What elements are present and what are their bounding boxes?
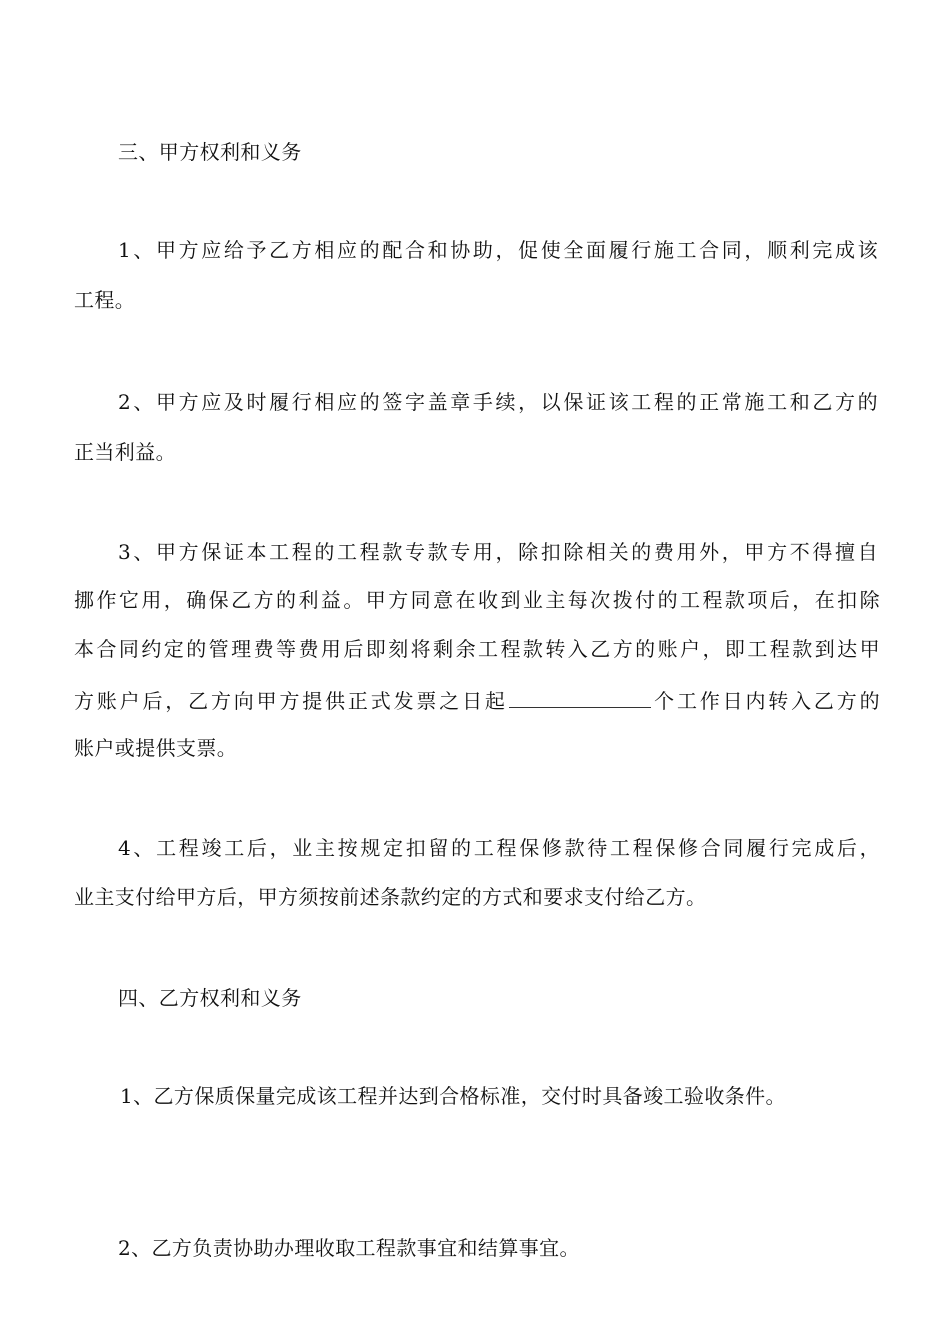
section-3-heading: 三、甲方权利和义务 [118,140,302,164]
section-3-clause-2-line-2: 正当利益。 [74,440,176,464]
section-4-clause-1: 1、乙方保质保量完成该工程并达到合格标准，交付时具备竣工验收条件。 [120,1084,786,1108]
section-4-heading: 四、乙方权利和义务 [118,986,302,1010]
section-3-clause-3-line-3: 本合同约定的管理费等费用后即刻将剩余工程款转入乙方的账户，即工程款到达甲 [74,637,880,661]
section-3-clause-3-line-5: 账户或提供支票。 [74,736,238,760]
section-4-clause-2: 2、乙方负责协助办理收取工程款事宜和结算事宜。 [118,1236,580,1260]
section-3-clause-3-line-4-after: 个工作日内转入乙方的 [651,689,880,713]
working-days-blank [509,689,651,708]
section-3-clause-3-line-4 [74,689,880,711]
section-3-clause-3-line-2: 挪作它用，确保乙方的利益。甲方同意在收到业主每次拨付的工程款项后，在扣除 [74,588,880,612]
section-3-clause-4-line-2: 业主支付给甲方后，甲方须按前述条款约定的方式和要求支付给乙方。 [74,885,707,909]
section-3-clause-3-line-1: 3、甲方保证本工程的工程款专款专用，除扣除相关的费用外，甲方不得擅自 [118,540,878,564]
section-3-clause-3-line-4-before: 方账户后，乙方向甲方提供正式发票之日起 [74,689,508,713]
section-3-clause-1-line-2: 工程。 [74,288,136,312]
section-3-clause-2-line-1: 2、甲方应及时履行相应的签字盖章手续，以保证该工程的正常施工和乙方的 [118,390,878,414]
section-3-clause-4-line-1: 4、工程竣工后，业主按规定扣留的工程保修款待工程保修合同履行完成后， [118,836,880,860]
section-3-clause-1-line-1: 1、甲方应给予乙方相应的配合和协助，促使全面履行施工合同，顺利完成该 [118,238,878,262]
